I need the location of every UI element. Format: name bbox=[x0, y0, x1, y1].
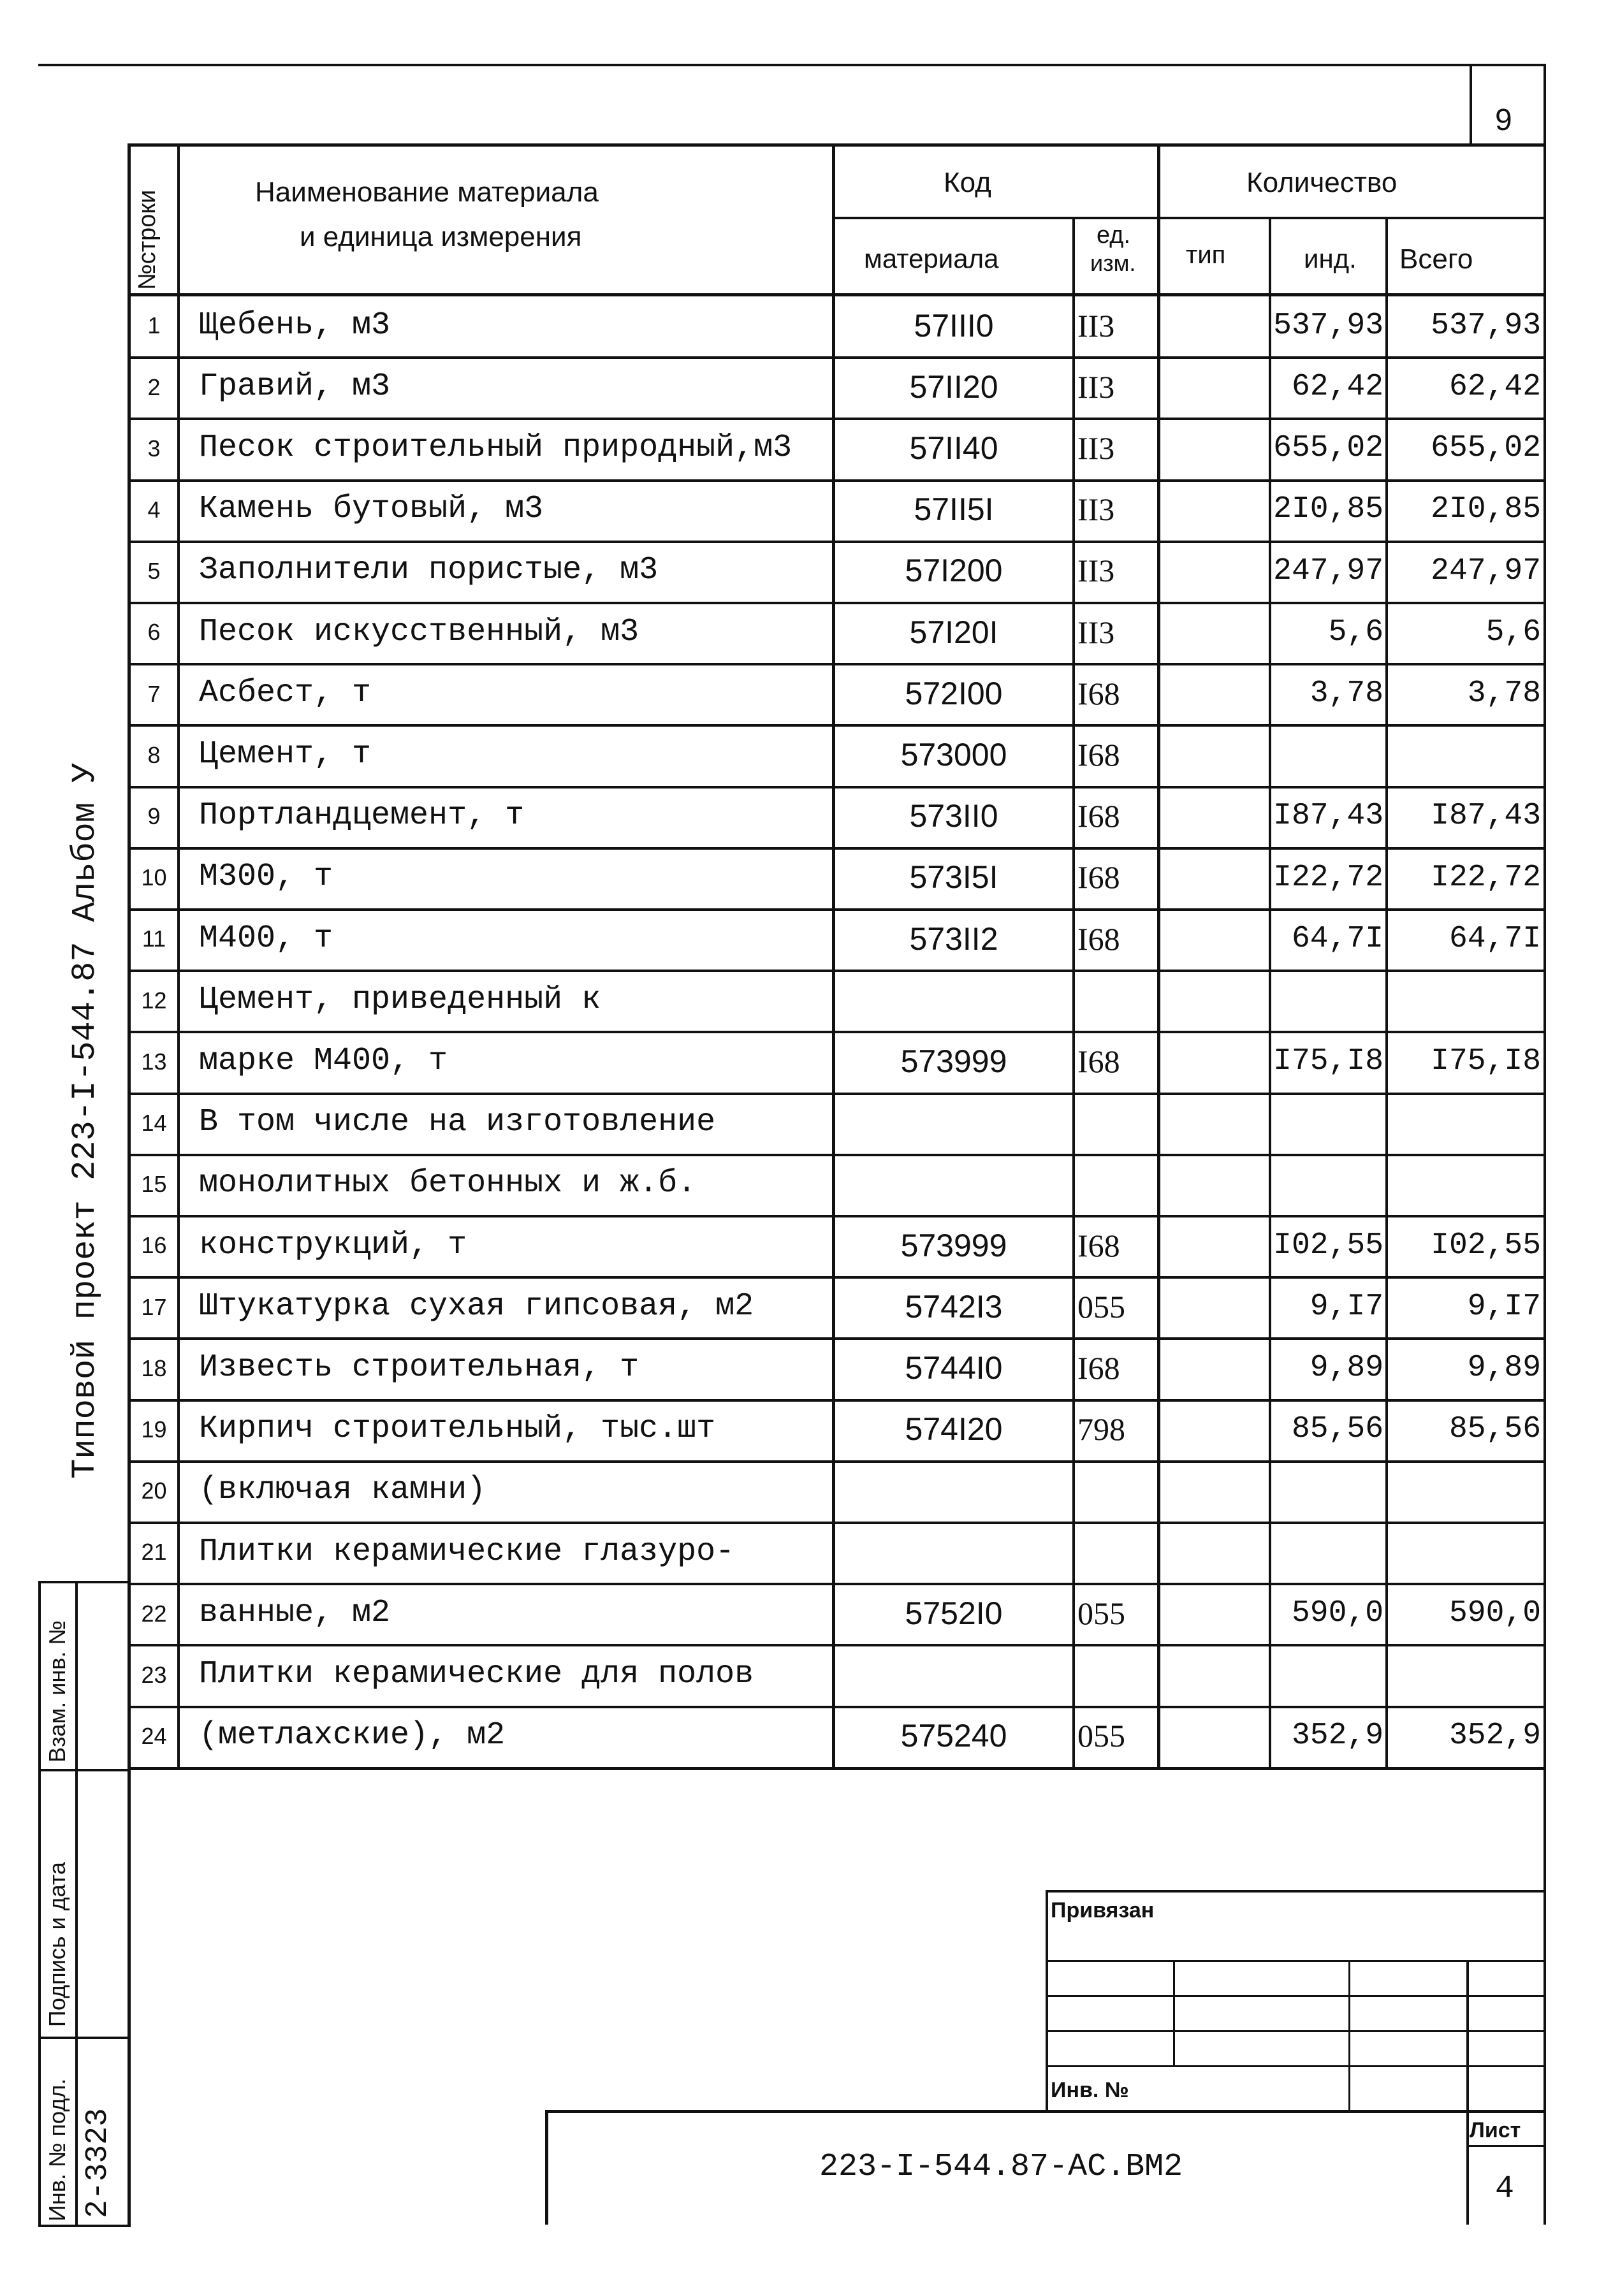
qty-ind: 9,I7 bbox=[1310, 1289, 1383, 1324]
header-name-line2: и единица измерения bbox=[300, 221, 582, 252]
side-label-podpis: Подпись и дата bbox=[44, 1862, 70, 2027]
stamp-designation: 223-I-544.87-АС.ВМ2 bbox=[819, 2149, 1183, 2185]
unit-code: II3 bbox=[1077, 553, 1115, 589]
material-code: 57I20I bbox=[909, 614, 998, 650]
stamp-sheet-value: 4 bbox=[1495, 2171, 1515, 2207]
side-label-inv-value: 2-3323 bbox=[81, 2108, 115, 2218]
material-code: 5744I0 bbox=[905, 1350, 1003, 1386]
row-number: 18 bbox=[141, 1355, 167, 1381]
row-divider bbox=[128, 1154, 1546, 1156]
row-divider bbox=[128, 541, 1546, 543]
qty-total: 64,7I bbox=[1449, 921, 1541, 956]
row-number: 21 bbox=[141, 1539, 167, 1566]
qty-total: I87,43 bbox=[1431, 799, 1541, 834]
qty-total: 62,42 bbox=[1449, 369, 1541, 404]
material-name: Асбест, т bbox=[199, 674, 372, 711]
row-divider bbox=[128, 786, 1546, 788]
material-name: Песок строительный природный,м3 bbox=[199, 430, 792, 466]
stamp-sheet-label: Лист bbox=[1470, 2118, 1521, 2142]
row-number: 10 bbox=[141, 864, 167, 891]
material-name: Цемент, т bbox=[199, 736, 372, 773]
material-name: Плитки керамические глазуро- bbox=[199, 1533, 735, 1570]
qty-total: 85,56 bbox=[1449, 1412, 1541, 1447]
unit-code: 055 bbox=[1077, 1595, 1125, 1631]
row-number: 16 bbox=[141, 1232, 167, 1259]
row-number: 5 bbox=[147, 558, 161, 585]
stamp-inv-no: Инв. № bbox=[1051, 2078, 1129, 2102]
unit-code: I68 bbox=[1077, 1227, 1120, 1263]
material-name: В том числе на изготовление bbox=[199, 1104, 716, 1141]
material-code: 57II40 bbox=[909, 430, 998, 466]
row-divider bbox=[128, 1460, 1546, 1463]
unit-code: II3 bbox=[1077, 430, 1115, 466]
qty-total: 247,97 bbox=[1431, 553, 1541, 588]
material-name: Щебень, м3 bbox=[199, 307, 391, 344]
row-divider bbox=[128, 602, 1546, 604]
unit-code: I68 bbox=[1077, 1043, 1120, 1079]
material-name: Плитки керамические для полов bbox=[199, 1656, 754, 1692]
material-name: (включая камни) bbox=[199, 1472, 486, 1509]
header-material: материала bbox=[864, 243, 999, 273]
material-code: 57III0 bbox=[914, 307, 994, 344]
unit-code: I68 bbox=[1077, 920, 1120, 957]
material-code: 573999 bbox=[900, 1043, 1007, 1079]
row-number: 24 bbox=[141, 1722, 167, 1749]
row-number: 9 bbox=[147, 803, 161, 829]
row-divider bbox=[128, 356, 1546, 359]
material-code: 573II2 bbox=[909, 920, 998, 957]
material-name: монолитных бетонных и ж.б. bbox=[199, 1165, 697, 1202]
material-code: 575240 bbox=[900, 1718, 1007, 1754]
unit-code: 798 bbox=[1077, 1411, 1125, 1448]
qty-ind: 590,0 bbox=[1291, 1595, 1383, 1631]
unit-code: I68 bbox=[1077, 1350, 1120, 1386]
material-code: 572I00 bbox=[905, 675, 1003, 711]
qty-total: 2I0,85 bbox=[1431, 492, 1541, 527]
unit-code: II3 bbox=[1077, 614, 1115, 650]
side-label-project: Типовой проект 223-I-544.87 Альбом У bbox=[66, 762, 104, 1479]
unit-code: I68 bbox=[1077, 737, 1120, 773]
qty-total: 9,89 bbox=[1467, 1351, 1541, 1386]
material-code: 573999 bbox=[900, 1227, 1007, 1263]
qty-total: 655,02 bbox=[1431, 431, 1541, 466]
row-number: 3 bbox=[147, 435, 161, 461]
qty-ind: 5,6 bbox=[1328, 614, 1383, 650]
qty-ind: 64,7I bbox=[1291, 921, 1383, 956]
material-name: Заполнители пористые, м3 bbox=[199, 552, 659, 589]
unit-code: II3 bbox=[1077, 307, 1115, 344]
row-number: 17 bbox=[141, 1293, 167, 1320]
header-unit-line2: изм. bbox=[1090, 250, 1136, 276]
qty-total: 9,I7 bbox=[1467, 1289, 1541, 1324]
qty-ind: 85,56 bbox=[1291, 1412, 1383, 1447]
row-divider bbox=[128, 1031, 1546, 1033]
qty-ind: 247,97 bbox=[1273, 553, 1383, 588]
material-name: М400, т bbox=[199, 920, 333, 957]
header-unit-line1: ед. bbox=[1097, 222, 1131, 249]
material-code: 573000 bbox=[900, 737, 1007, 773]
qty-ind: I22,72 bbox=[1273, 860, 1383, 895]
row-number: 11 bbox=[142, 926, 166, 952]
unit-code: I68 bbox=[1077, 675, 1120, 711]
header-name-line1: Наименование материала bbox=[255, 177, 599, 208]
material-name: (метлахские), м2 bbox=[199, 1717, 506, 1754]
row-number: 20 bbox=[141, 1478, 167, 1504]
row-divider bbox=[128, 1215, 1546, 1217]
material-code: 57II20 bbox=[909, 368, 998, 405]
row-number: 12 bbox=[141, 987, 167, 1014]
row-number: 7 bbox=[147, 680, 161, 707]
row-divider bbox=[128, 479, 1546, 482]
qty-total: 590,0 bbox=[1449, 1595, 1541, 1631]
row-divider bbox=[128, 1399, 1546, 1402]
row-divider bbox=[128, 970, 1546, 972]
qty-ind: 655,02 bbox=[1273, 431, 1383, 466]
stamp-privyazan: Привязан bbox=[1051, 1898, 1155, 1922]
row-divider bbox=[128, 1093, 1546, 1095]
material-code: 573II0 bbox=[909, 798, 998, 834]
material-name: Камень бутовый, м3 bbox=[199, 491, 544, 528]
row-divider bbox=[128, 1644, 1546, 1646]
top-border bbox=[38, 64, 1546, 66]
row-divider bbox=[128, 1337, 1546, 1340]
row-number: 6 bbox=[147, 619, 161, 646]
row-divider bbox=[128, 1276, 1546, 1279]
row-number: 15 bbox=[141, 1171, 167, 1198]
header-ind: инд. bbox=[1304, 243, 1357, 273]
qty-total: I02,55 bbox=[1431, 1228, 1541, 1263]
qty-total: 5,6 bbox=[1485, 614, 1541, 650]
header-rownum: №строки bbox=[134, 189, 161, 290]
row-divider bbox=[128, 1706, 1546, 1708]
material-name: Известь строительная, т bbox=[199, 1349, 639, 1386]
qty-ind: I02,55 bbox=[1273, 1228, 1383, 1263]
qty-ind: 352,9 bbox=[1291, 1718, 1383, 1754]
material-name: ванные, м2 bbox=[199, 1594, 391, 1631]
qty-total: 3,78 bbox=[1467, 676, 1541, 711]
header-code-group: Код bbox=[944, 167, 991, 198]
unit-code: 055 bbox=[1077, 1718, 1125, 1754]
right-frame bbox=[1543, 64, 1546, 2225]
page-number-divider bbox=[1470, 64, 1472, 143]
qty-total: 352,9 bbox=[1449, 1718, 1541, 1754]
unit-code: I68 bbox=[1077, 798, 1120, 834]
qty-total: I22,72 bbox=[1431, 860, 1541, 895]
row-number: 1 bbox=[147, 312, 161, 339]
material-name: Цемент, приведенный к bbox=[199, 981, 601, 1018]
qty-ind: I87,43 bbox=[1273, 799, 1383, 834]
material-name: Гравий, м3 bbox=[199, 368, 391, 405]
qty-total: I75,I8 bbox=[1431, 1044, 1541, 1079]
row-number: 14 bbox=[141, 1109, 167, 1136]
material-name: Кирпич строительный, тыс.шт bbox=[199, 1411, 716, 1448]
page-number: 9 bbox=[1495, 103, 1512, 137]
qty-ind: 9,89 bbox=[1310, 1351, 1383, 1386]
unit-code: II3 bbox=[1077, 491, 1115, 528]
side-label-vzam: Взам. инв. № bbox=[44, 1620, 70, 1762]
qty-ind: 2I0,85 bbox=[1273, 492, 1383, 527]
row-divider bbox=[128, 908, 1546, 911]
qty-ind: 3,78 bbox=[1310, 676, 1383, 711]
row-number: 13 bbox=[141, 1048, 167, 1075]
side-label-inv-podl: Инв. № подл. bbox=[44, 2078, 70, 2221]
header-qty-group: Количество bbox=[1246, 167, 1397, 198]
header-type: тип bbox=[1186, 241, 1226, 269]
material-name: Штукатурка сухая гипсовая, м2 bbox=[199, 1288, 754, 1325]
unit-code: 055 bbox=[1077, 1288, 1125, 1325]
row-number: 19 bbox=[141, 1416, 167, 1442]
material-name: конструкций, т bbox=[199, 1226, 467, 1263]
material-name: М300, т bbox=[199, 859, 333, 896]
unit-code: I68 bbox=[1077, 859, 1120, 896]
row-number: 23 bbox=[141, 1661, 167, 1688]
row-divider bbox=[128, 663, 1546, 665]
row-divider bbox=[128, 1522, 1546, 1524]
header-total: Всего bbox=[1399, 243, 1473, 275]
row-number: 4 bbox=[147, 496, 161, 523]
material-name: Песок искусственный, м3 bbox=[199, 613, 639, 650]
material-code: 573I5I bbox=[909, 859, 998, 896]
material-code: 57I200 bbox=[905, 553, 1003, 589]
qty-total: 537,93 bbox=[1431, 308, 1541, 343]
material-code: 5742I3 bbox=[905, 1288, 1003, 1325]
unit-code: II3 bbox=[1077, 368, 1115, 405]
material-name: марке М400, т bbox=[199, 1043, 448, 1079]
qty-ind: 62,42 bbox=[1291, 369, 1383, 404]
material-code: 5752I0 bbox=[905, 1595, 1003, 1631]
row-divider bbox=[128, 847, 1546, 850]
row-number: 2 bbox=[147, 374, 161, 400]
row-divider bbox=[128, 724, 1546, 727]
material-code: 57II5I bbox=[914, 491, 994, 528]
qty-ind: I75,I8 bbox=[1273, 1044, 1383, 1079]
row-divider bbox=[128, 1583, 1546, 1585]
material-name: Портландцемент, т bbox=[199, 797, 525, 834]
qty-ind: 537,93 bbox=[1273, 308, 1383, 343]
material-code: 574I20 bbox=[905, 1411, 1003, 1448]
row-divider bbox=[128, 418, 1546, 420]
row-number: 8 bbox=[147, 741, 161, 768]
row-number: 22 bbox=[141, 1600, 167, 1627]
